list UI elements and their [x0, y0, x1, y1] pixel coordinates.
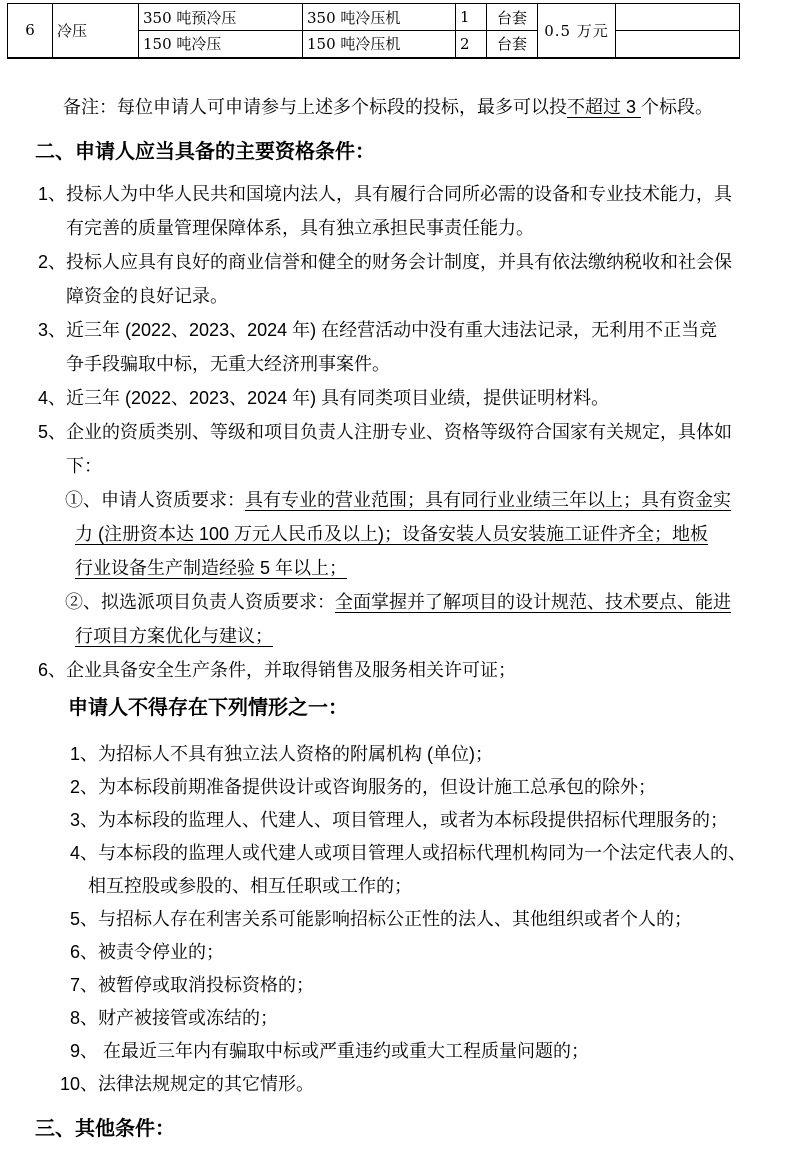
sub-item-1-cont — [75, 517, 800, 551]
cell-unit: 台套 — [487, 4, 538, 31]
item-number: 10、 — [60, 1073, 99, 1094]
item-text: 法律法规规定的其它情形。 — [98, 1073, 314, 1094]
req-item-5-cont: 下： — [66, 455, 102, 476]
item-text: 在最近三年内有骗取中标或严重违约或重大工程质量问题的； — [98, 1040, 589, 1061]
item-number: 8、 — [69, 1007, 98, 1028]
item-number: 3、 — [69, 809, 98, 830]
lot-spec-table — [7, 3, 740, 59]
item-number: 4、 — [38, 387, 67, 408]
cell-seq: 6 — [8, 4, 53, 58]
req-item-3-cont: 争手段骗取中标，无重大经济刑事案件。 — [66, 353, 390, 374]
item-text: 财产被接管或冻结的； — [98, 1007, 278, 1028]
sub-item-underlined: 力 (注册资本达 100 万元人民币及以上)；设备安装人员安装施工证件齐全；地板 — [75, 523, 709, 544]
remark-text-end: 个标段。 — [641, 96, 714, 117]
sub-item-underlined: 行项目方案优化与建议； — [75, 625, 273, 646]
cell-category: 冷压 — [53, 4, 139, 58]
prohibited-item-8 — [60, 1002, 800, 1035]
section-heading-2: 二、申请人应当具备的主要资格条件： — [35, 140, 375, 163]
cell-qty: 2 — [456, 31, 487, 58]
req-item-2-cont: 障资金的良好记录。 — [66, 285, 228, 306]
cell-qty: 1 — [456, 4, 487, 31]
item-number: 5、 — [38, 421, 67, 442]
remark-line — [63, 91, 800, 124]
sub-item-1-cont2 — [75, 551, 800, 585]
prohibited-item-10 — [60, 1068, 800, 1101]
req-item-3 — [38, 313, 800, 347]
req-item-1-cont: 有完善的质量管理保障体系，具有独立承担民事责任能力。 — [66, 217, 534, 238]
req-item-5 — [38, 415, 800, 449]
item-text: 近三年 (2022、2023、2024 年) 在经营活动中没有重大违法记录，无利用不正当竞 — [66, 319, 718, 340]
req-item-4 — [38, 381, 800, 415]
cell-device: 150 吨冷压机 — [303, 31, 456, 58]
req-item-1 — [38, 177, 800, 211]
item-number: 1、 — [38, 183, 67, 204]
prohibited-item-4 — [60, 837, 800, 870]
item-number: 1、 — [69, 743, 98, 764]
prohibited-item-9 — [60, 1035, 800, 1068]
item-number: 2、 — [69, 776, 98, 797]
cell-spec: 150 吨冷压 — [139, 31, 303, 58]
req-item-2 — [38, 245, 800, 279]
sub-item-2 — [65, 585, 800, 619]
item-number: 4、 — [69, 842, 98, 863]
item-text: 投标人应具有良好的商业信誉和健全的财务会计制度，并具有依法缴纳税收和社会保 — [66, 251, 732, 272]
cell-empty — [616, 31, 740, 58]
section-heading-3: 三、其他条件： — [35, 1117, 175, 1140]
item-number: 6、 — [38, 659, 67, 680]
item-text: 企业的资质类别、等级和项目负责人注册专业、资格等级符合国家有关规定，具体如 — [66, 421, 732, 442]
item-text: 被暂停或取消投标资格的； — [98, 974, 314, 995]
item-number: 3、 — [38, 319, 67, 340]
sub-item-lead: 申请人资质要求： — [101, 489, 245, 510]
sub-item-2-cont — [75, 619, 800, 653]
remark-text: 备注：每位申请人可申请参与上述多个标段的投标，最多可以投 — [63, 96, 567, 117]
item-text: 为本标段的监理人、代建人、项目管理人，或者为本标段提供招标代理服务的； — [98, 809, 728, 830]
item-text: 近三年 (2022、2023、2024 年) 具有同类项目业绩，提供证明材料。 — [66, 387, 610, 408]
item-number: 9、 — [69, 1040, 98, 1061]
cell-empty — [616, 4, 740, 31]
item-text: 与本标段的监理人或代建人或项目管理人或招标代理机构同为一个法定代表人的、 — [98, 842, 746, 863]
req-item-6 — [38, 653, 800, 687]
sub-item-1 — [65, 483, 800, 517]
table-row — [8, 4, 740, 31]
remark-underlined: 不超过 3 — [567, 96, 642, 117]
item-text: 投标人为中华人民共和国境内法人，具有履行合同所必需的设备和专业技术能力，具 — [66, 183, 732, 204]
item-text: 为本标段前期准备提供设计或咨询服务的，但设计施工总承包的除外； — [98, 776, 656, 797]
prohibited-item-4-cont: 相互控股或参股的、相互任职或工作的； — [88, 875, 412, 896]
cell-device: 350 吨冷压机 — [303, 4, 456, 31]
cell-spec: 350 吨预冷压 — [139, 4, 303, 31]
item-text: 企业具备安全生产条件，并取得销售及服务相关许可证； — [66, 659, 516, 680]
item-text: 被责令停业的； — [98, 941, 224, 962]
prohibited-item-1 — [60, 738, 800, 771]
sub-item-marker: ①、 — [65, 489, 101, 510]
prohibited-item-6 — [60, 936, 800, 969]
cell-unit: 台套 — [487, 31, 538, 58]
prohibited-item-7 — [60, 969, 800, 1002]
prohibited-item-5 — [60, 903, 800, 936]
sub-item-underlined: 具有专业的营业范围；具有同行业业绩三年以上；具有资金实 — [245, 489, 731, 510]
item-text: 与招标人存在利害关系可能影响招标公正性的法人、其他组织或者个人的； — [98, 908, 692, 929]
sub-item-underlined: 行业设备生产制造经验 5 年以上； — [75, 557, 348, 578]
item-number: 7、 — [69, 974, 98, 995]
sub-item-marker: ②、 — [65, 591, 101, 612]
sub-item-lead: 拟选派项目负责人资质要求： — [101, 591, 335, 612]
prohibited-item-2 — [60, 771, 800, 804]
item-number: 2、 — [38, 251, 67, 272]
prohibited-item-3 — [60, 804, 800, 837]
cell-deposit: 0.5 万元 — [538, 4, 616, 58]
item-number: 6、 — [69, 941, 98, 962]
section-heading-prohibited: 申请人不得存在下列情形之一： — [68, 696, 348, 719]
item-number: 5、 — [69, 908, 98, 929]
sub-item-underlined: 全面掌握并了解项目的设计规范、技术要点、能进 — [335, 591, 731, 612]
item-text: 为招标人不具有独立法人资格的附属机构 (单位)； — [98, 743, 493, 764]
